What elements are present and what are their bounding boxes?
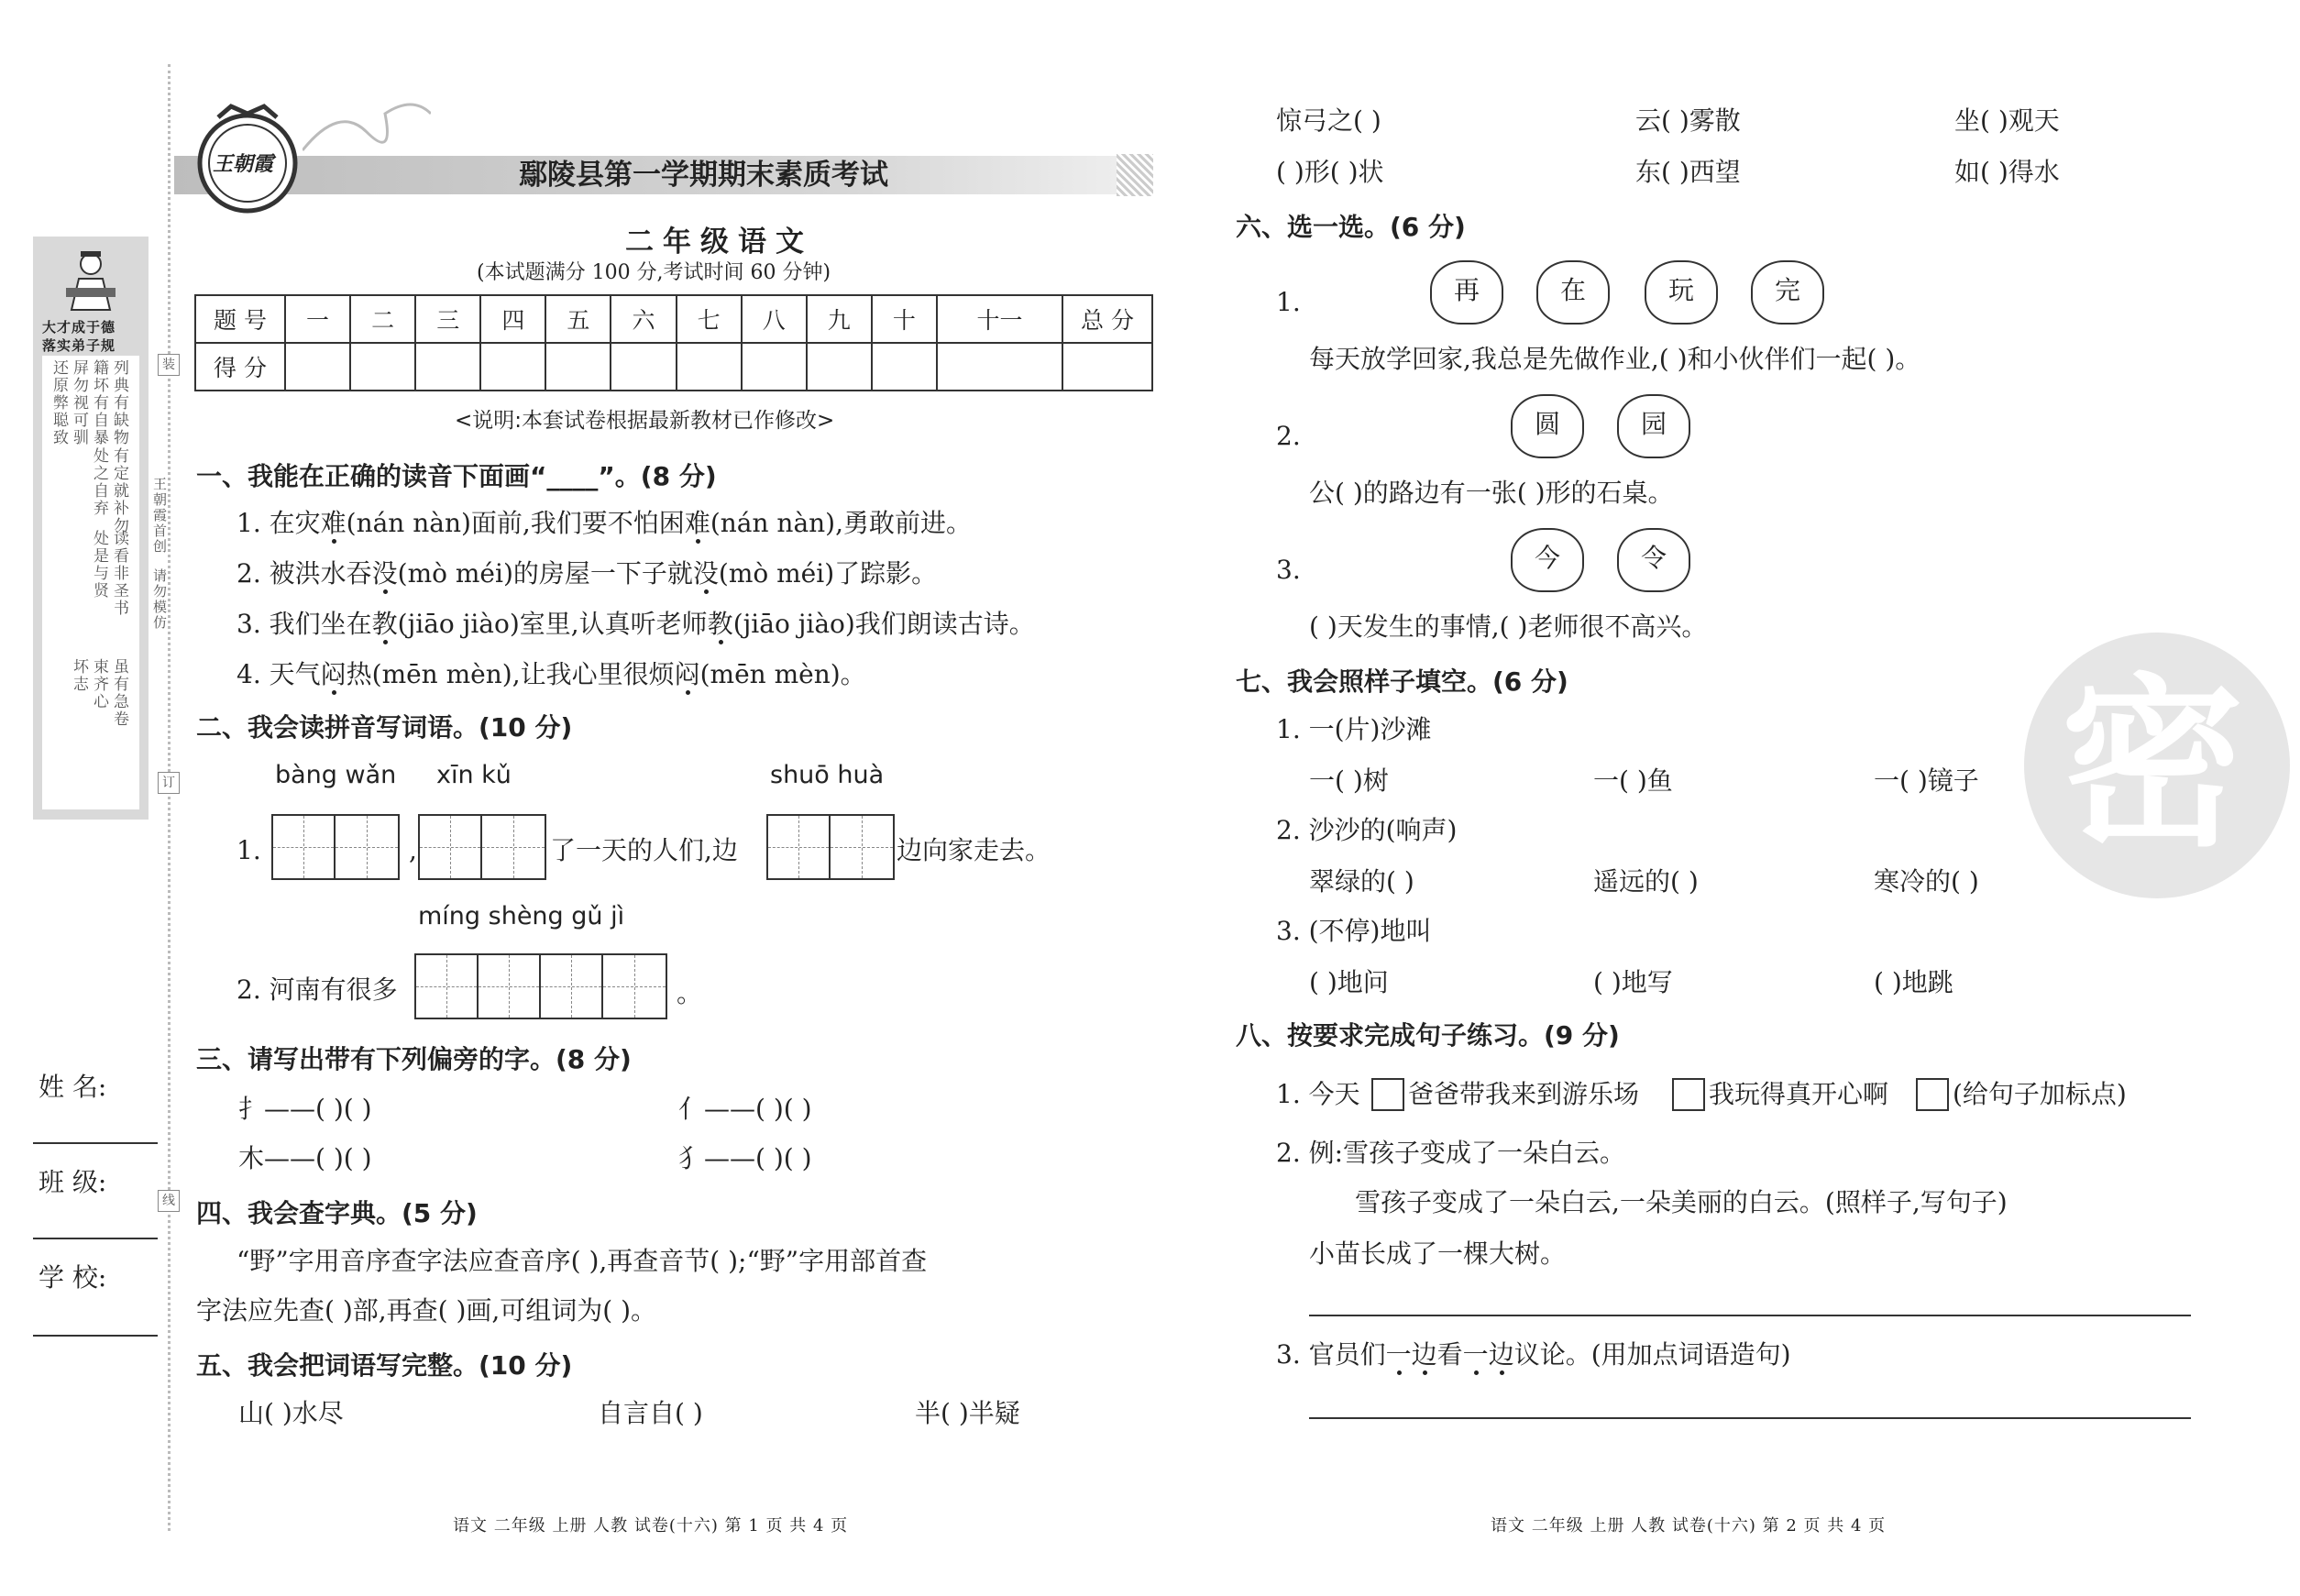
q5-title: 五、我会把词语写完整。(10 分) — [196, 1350, 573, 1381]
q8-dotted-char: 边 — [1411, 1339, 1437, 1370]
q8-text: 看 — [1436, 1339, 1463, 1370]
watermark-char: 密 — [2061, 658, 2245, 872]
q8-line1-a: 1. 今天 — [1276, 1079, 1360, 1109]
score-header-cell: 七 — [677, 295, 742, 343]
binding-line — [168, 64, 171, 1531]
q1-dotted-char: 教 — [707, 609, 733, 639]
q1-text[interactable]: (jiāo jiào)室里,认真听老师 — [397, 609, 708, 639]
q1-text: 2. 被洪水吞 — [237, 558, 372, 589]
q8-text: 3. 官员们 — [1276, 1339, 1386, 1370]
q2-answer-grid-2[interactable] — [418, 814, 546, 880]
score-cell[interactable] — [611, 343, 676, 391]
copyright-notice: 王朝霞首创 — [151, 477, 168, 555]
q6-choice-char: 令 — [1617, 528, 1690, 592]
score-row-label: 得 分 — [195, 343, 285, 391]
q4-line-2[interactable]: 字法应先查( )部,再查( )画,可组词为( )。 — [196, 1295, 657, 1326]
q7-blank[interactable]: 翠绿的( ) — [1309, 866, 1414, 897]
q1-text[interactable]: (mò méi)了踪影。 — [718, 558, 938, 589]
q7-blank[interactable]: 一( )镜子 — [1874, 765, 1979, 796]
q7-example-2: 2. 沙沙的(响声) — [1276, 815, 1458, 845]
score-cell[interactable] — [872, 343, 937, 391]
q5-word-4[interactable]: 惊弓之( ) — [1276, 105, 1381, 136]
q1-dotted-char: 难 — [684, 508, 710, 538]
class-line[interactable] — [33, 1238, 158, 1239]
score-cell[interactable] — [742, 343, 807, 391]
score-table — [194, 294, 1153, 391]
seal-char: 装 — [158, 354, 180, 376]
q2-pinyin-4: míng shèng gǔ jì — [418, 902, 625, 930]
score-header-cell: 题 号 — [195, 295, 285, 343]
brand-logo — [191, 103, 304, 216]
q1-text[interactable]: (mēn mèn)。 — [699, 659, 866, 689]
score-header-cell: 三 — [415, 295, 480, 343]
q6-choice-char: 再 — [1430, 260, 1503, 325]
q7-blank[interactable]: ( )地问 — [1309, 967, 1389, 997]
q6-choice-char: 圆 — [1511, 394, 1584, 458]
q1-text[interactable]: (mò méi)的房屋一下子就 — [397, 558, 693, 589]
q1-dotted-char: 没 — [371, 558, 398, 589]
motto-col: 处是与贤 — [90, 530, 108, 600]
name-line[interactable] — [33, 1142, 158, 1144]
sidebar-motto-panel — [33, 237, 149, 820]
q1-text: 1. 在灾 — [237, 508, 321, 538]
q6-group-1-num: 1. — [1276, 287, 1301, 317]
score-cell[interactable] — [285, 343, 350, 391]
motto-col: 束齐心 — [90, 658, 108, 710]
q1-text[interactable]: (nán nàn),勇敢前进。 — [710, 508, 972, 538]
q2-title: 二、我会读拼音写词语。(10 分) — [196, 712, 573, 743]
q1-title: 一、我能在正确的读音下面画“____”。(8 分) — [196, 461, 717, 491]
q7-blank[interactable]: 遥远的( ) — [1593, 866, 1699, 897]
q4-title: 四、我会查字典。(5 分) — [196, 1198, 478, 1228]
q2-line1-mid: 了一天的人们,边 — [550, 835, 738, 865]
q6-group-2-num: 2. — [1276, 421, 1301, 451]
q8-line1-b: 爸爸带我来到游乐场 — [1408, 1079, 1640, 1109]
q2-line1-num: 1. — [237, 835, 261, 865]
school-line[interactable] — [33, 1335, 158, 1337]
q7-blank[interactable]: ( )地跳 — [1874, 967, 1953, 997]
score-cell[interactable] — [350, 343, 415, 391]
motto-col: 有定就补勿 — [110, 447, 128, 534]
motto-col: 坏志 — [70, 658, 88, 693]
exam-info: (本试题满分 100 分,考试时间 60 分钟) — [477, 261, 831, 284]
q8-line1-d: (给句子加标点) — [1953, 1079, 2127, 1109]
school-label: 学 校: — [39, 1262, 107, 1293]
score-cell[interactable] — [480, 343, 545, 391]
score-header-cell: 五 — [545, 295, 611, 343]
q1-dotted-char: 难 — [320, 508, 347, 538]
q7-example-3: 3. (不停)地叫 — [1276, 916, 1432, 946]
q3-radical-3[interactable]: 木——( )( ) — [238, 1143, 372, 1173]
exam-subject: 二年级语文 — [625, 226, 813, 259]
motto-col: 列典有缺物 — [110, 359, 128, 446]
q7-blank[interactable]: 一( )鱼 — [1593, 765, 1673, 796]
q5-word-9[interactable]: 如( )得水 — [1954, 157, 2060, 187]
q8-dotted-char: 一 — [1462, 1339, 1489, 1370]
q8-dotted-char: 边 — [1488, 1339, 1514, 1370]
q5-word-1[interactable]: 山( )水尽 — [238, 1398, 344, 1428]
page-footer-1: 语文 二年级 上册 人教 试卷(十六) 第 1 页 共 4 页 — [453, 1516, 849, 1535]
q7-blank[interactable]: 一( )树 — [1309, 765, 1389, 796]
q2-comma: , — [409, 835, 417, 865]
q1-dotted-char: 闷 — [320, 659, 347, 689]
q5-word-3[interactable]: 半( )半疑 — [915, 1398, 1020, 1428]
seal-char: 订 — [158, 772, 180, 794]
q2-line2-pre: 2. 河南有很多 — [237, 974, 398, 1005]
q3-radical-4[interactable]: 犭——( )( ) — [678, 1143, 812, 1173]
q8-punct-box[interactable] — [1916, 1078, 1949, 1111]
motto-col: 虽有急卷 — [110, 658, 128, 728]
motto-col: 还原弊聪致 — [50, 359, 68, 446]
q1-item-2 — [237, 556, 937, 592]
page-footer-2: 语文 二年级 上册 人教 试卷(十六) 第 2 页 共 4 页 — [1491, 1516, 1887, 1535]
secret-watermark — [2024, 633, 2299, 908]
q7-example-1: 1. 一(片)沙滩 — [1276, 714, 1432, 744]
q8-line2b: 雪孩子变成了一朵白云,一朵美丽的白云。(照样子,写句子) — [1355, 1187, 2008, 1217]
q4-line-1[interactable]: “野”字用音序查字法应查音序( ),再查音节( );“野”字用部首查 — [237, 1246, 928, 1276]
copyright-notice: 请勿模仿 — [151, 568, 168, 631]
q1-text[interactable]: (jiāo jiào)我们朗读古诗。 — [732, 609, 1035, 639]
motto-line-1: 大才成于德 — [42, 319, 116, 336]
q6-sentence-1[interactable]: 每天放学回家,我总是先做作业,( )和小伙伴们一起( )。 — [1309, 344, 1921, 374]
q6-choice-char: 玩 — [1645, 260, 1718, 325]
q5-word-2[interactable]: 自言自( ) — [598, 1398, 703, 1428]
q3-title: 三、请写出带有下列偏旁的字。(8 分) — [196, 1044, 632, 1074]
q1-dotted-char: 教 — [371, 609, 398, 639]
score-header-cell: 十 — [872, 295, 937, 343]
q1-dotted-char: 闷 — [674, 659, 700, 689]
score-cell[interactable] — [1062, 343, 1152, 391]
q2-pinyin-2: xīn kǔ — [436, 761, 512, 789]
scholar-illustration — [62, 248, 119, 312]
q2-line2-end: 。 — [677, 978, 703, 1008]
q6-sentence-2[interactable]: 公( )的路边有一张( )形的石桌。 — [1309, 478, 1674, 508]
ribbon-decoration — [303, 95, 431, 160]
q8-text: 议论。(用加点词语造句) — [1513, 1339, 1791, 1370]
q2-answer-grid-3[interactable] — [766, 814, 895, 880]
score-cell[interactable] — [937, 343, 1062, 391]
class-label: 班 级: — [39, 1167, 107, 1197]
score-header-cell: 六 — [611, 295, 676, 343]
motto-line-2: 落实弟子规 — [42, 337, 116, 354]
q8-line1-c: 我玩得真开心啊 — [1709, 1079, 1889, 1109]
q7-blank[interactable]: 寒冷的( ) — [1874, 866, 1979, 897]
q5-word-7[interactable]: ( )形( )状 — [1276, 157, 1384, 187]
q6-group-3-num: 3. — [1276, 555, 1301, 585]
motto-col: 处之自弃 — [90, 447, 108, 517]
q2-answer-grid-1[interactable] — [271, 814, 400, 880]
q1-text[interactable]: 热(mēn mèn),让我心里很烦 — [346, 659, 675, 689]
banner-pattern — [1117, 154, 1153, 196]
q2-pinyin-1: bàng wǎn — [275, 761, 397, 789]
score-table-score-row — [195, 343, 1152, 391]
q6-title: 六、选一选。(6 分) — [1236, 212, 1466, 242]
motto-text-panel — [42, 356, 139, 809]
q2-line1-end: 边向家走去。 — [897, 835, 1051, 865]
q2-pinyin-3: shuō huà — [770, 761, 885, 789]
q1-item-4 — [237, 656, 866, 693]
q1-item-3 — [237, 606, 1035, 643]
q5-word-6[interactable]: 坐( )观天 — [1954, 105, 2060, 136]
score-header-cell: 八 — [742, 295, 807, 343]
q3-radical-1[interactable]: 扌——( )( ) — [238, 1094, 372, 1124]
q8-line3 — [1276, 1337, 1791, 1373]
q8-line2c: 小苗长成了一棵大树。 — [1309, 1238, 1567, 1269]
q8-answer-line-2[interactable] — [1309, 1417, 2191, 1419]
q1-text: 4. 天气 — [237, 659, 321, 689]
motto-col: 读看非圣书 — [110, 530, 128, 617]
q8-answer-line-1[interactable] — [1309, 1315, 2191, 1316]
score-header-cell: 九 — [807, 295, 872, 343]
score-cell[interactable] — [415, 343, 480, 391]
q8-punct-box[interactable] — [1371, 1078, 1404, 1111]
q5-word-5[interactable]: 云( )雾散 — [1635, 105, 1741, 136]
q6-choice-char: 园 — [1617, 394, 1690, 458]
q8-line2: 2. 例:雪孩子变成了一朵白云。 — [1276, 1138, 1626, 1168]
q6-choice-char: 在 — [1536, 260, 1610, 325]
score-header-cell: 四 — [480, 295, 545, 343]
q6-choice-char: 完 — [1751, 260, 1824, 325]
q8-punct-box[interactable] — [1672, 1078, 1705, 1111]
q6-sentence-3[interactable]: ( )天发生的事情,( )老师很不高兴。 — [1309, 611, 1708, 642]
q8-title: 八、按要求完成句子练习。(9 分) — [1236, 1020, 1620, 1051]
score-table-header-row — [195, 295, 1152, 343]
score-header-cell: 一 — [285, 295, 350, 343]
exam-note: <说明:本套试卷根据最新教材已作修改> — [455, 409, 835, 433]
q7-title: 七、我会照样子填空。(6 分) — [1236, 666, 1568, 697]
q1-dotted-char: 没 — [692, 558, 719, 589]
score-cell[interactable] — [807, 343, 872, 391]
q1-text: 3. 我们坐在 — [237, 609, 372, 639]
score-cell[interactable] — [677, 343, 742, 391]
logo-text: 王朝霞 — [213, 152, 274, 176]
q3-radical-2[interactable]: 亻——( )( ) — [678, 1094, 812, 1124]
exam-title: 鄢陵县第一学期期末素质考试 — [519, 159, 888, 192]
motto-col: 籍坏有自暴 — [90, 359, 108, 446]
score-header-cell: 二 — [350, 295, 415, 343]
score-header-cell: 总 分 — [1062, 295, 1152, 343]
q8-dotted-char: 一 — [1385, 1339, 1412, 1370]
score-header-cell: 十一 — [937, 295, 1062, 343]
name-label: 姓 名: — [39, 1072, 107, 1102]
q1-item-1 — [237, 505, 972, 542]
q2-answer-grid-4[interactable] — [414, 953, 667, 1019]
score-cell[interactable] — [545, 343, 611, 391]
motto-col: 屏勿视可驯 — [70, 359, 88, 446]
q1-text[interactable]: (nán nàn)面前,我们要不怕困 — [346, 508, 685, 538]
q5-word-8[interactable]: 东( )西望 — [1635, 157, 1741, 187]
seal-char: 线 — [158, 1190, 180, 1212]
q7-blank[interactable]: ( )地写 — [1593, 967, 1673, 997]
q6-choice-char: 今 — [1511, 528, 1584, 592]
